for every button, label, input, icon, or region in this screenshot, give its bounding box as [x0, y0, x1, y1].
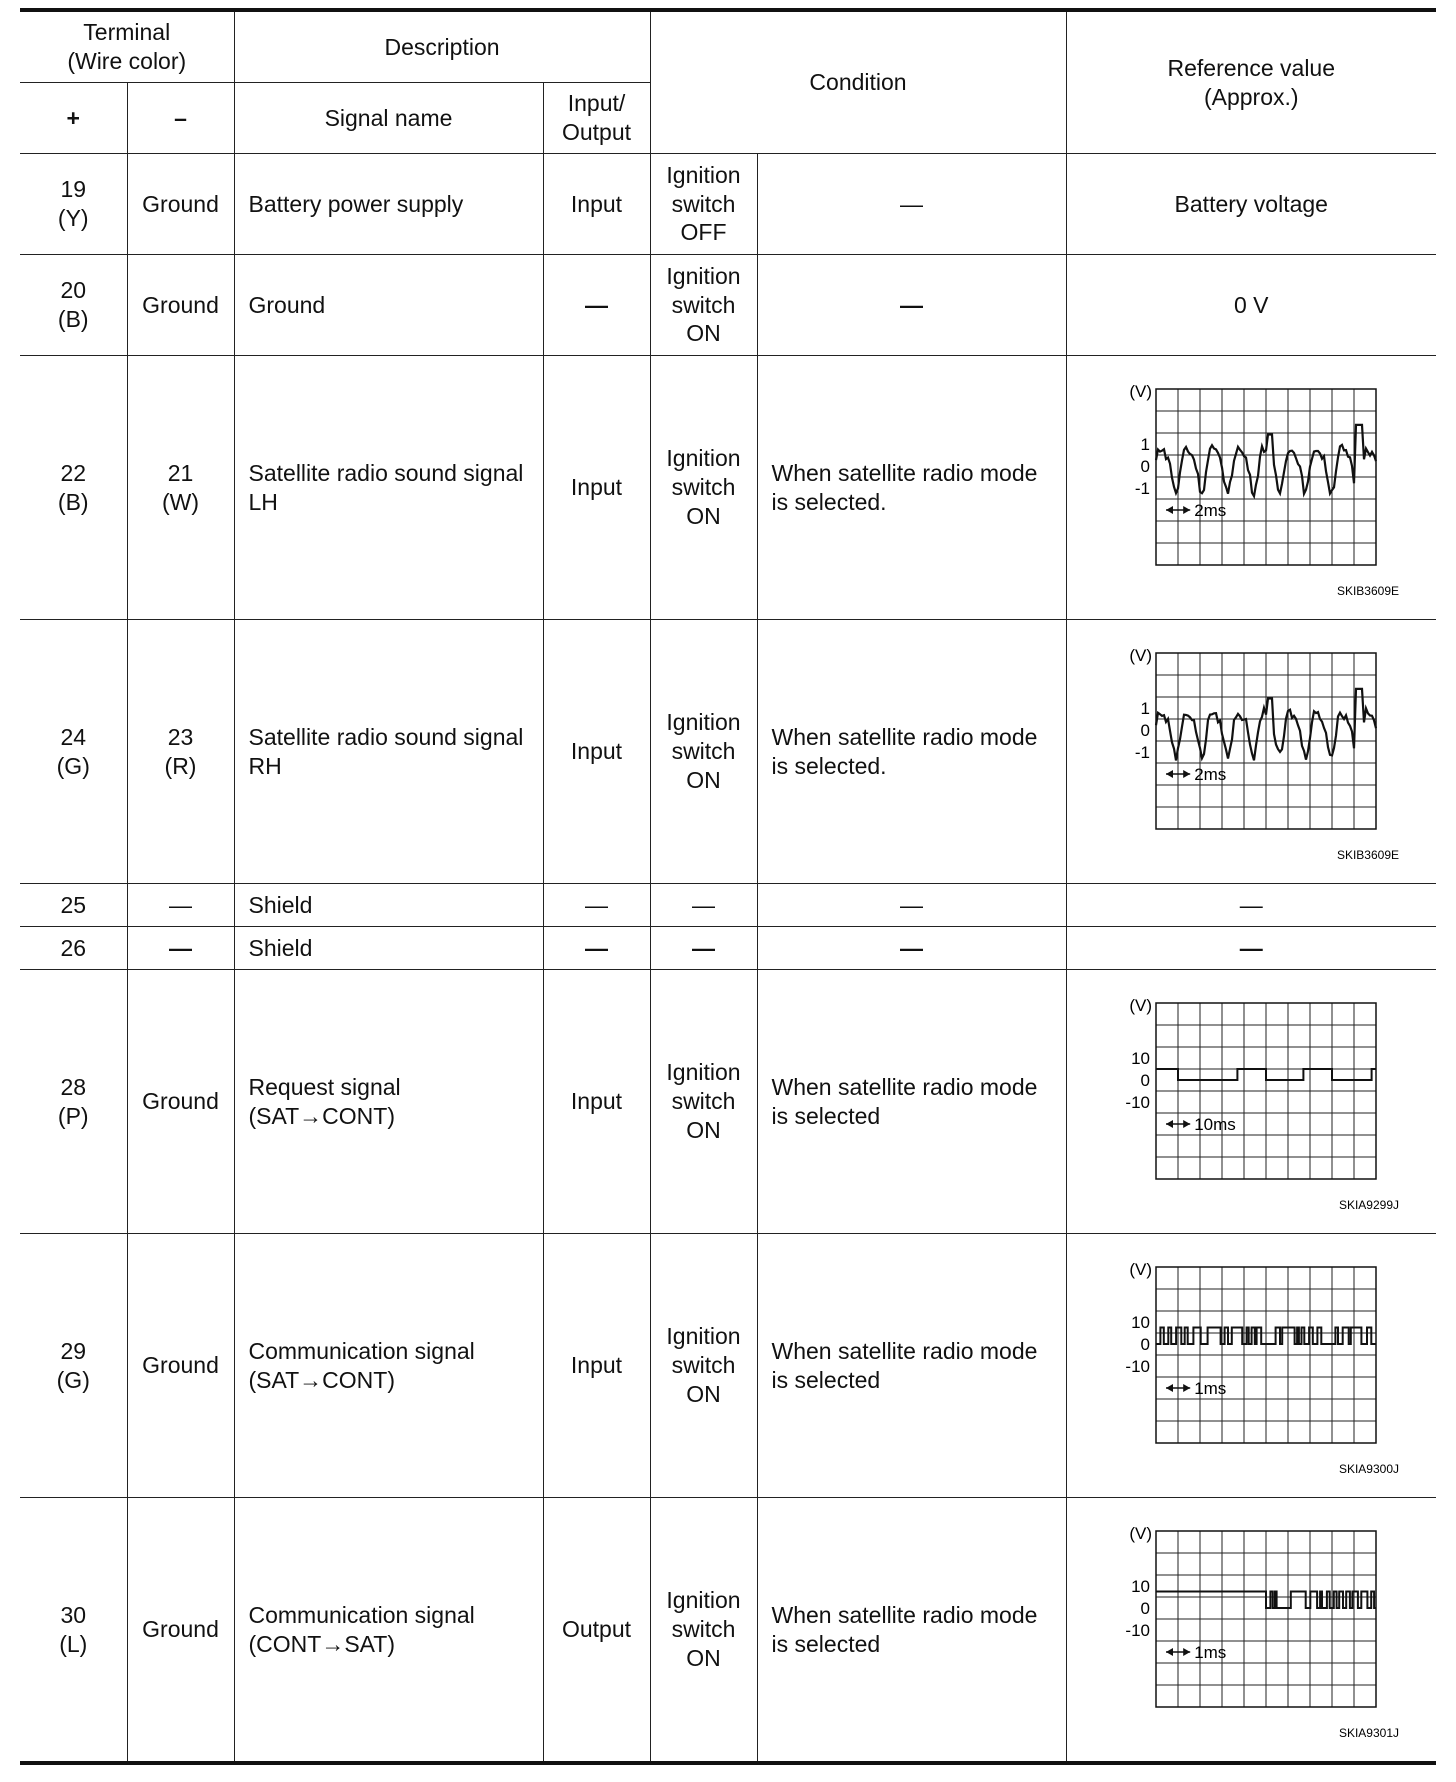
ignition-condition: Ignition switch ON [650, 970, 757, 1234]
table-row [20, 154, 1436, 255]
header-condition: Condition [650, 10, 1066, 154]
arrow-head-icon [1183, 1120, 1190, 1128]
terminal-minus: Ground [127, 970, 234, 1234]
oscilloscope-comm-cont-to-sat [1101, 1517, 1401, 1742]
y-tick-label: 10 [1131, 1313, 1151, 1332]
condition-detail: When satellite radio mode is selected. [757, 620, 1066, 884]
input-output: Input [543, 154, 650, 255]
input-output: Input [543, 356, 650, 620]
header-input-output: Input/ Output [543, 83, 650, 154]
arrow-head-icon [1166, 1120, 1173, 1128]
condition-detail: When satellite radio mode is selected [757, 970, 1066, 1234]
input-output: Input [543, 1234, 650, 1498]
figure-code: SKIA9299J [1339, 1198, 1400, 1212]
input-output: Output [543, 1498, 650, 1764]
ignition-condition: Ignition switch ON [650, 1498, 757, 1764]
reference-value: — [1066, 884, 1436, 927]
terminal-table [20, 8, 1436, 1765]
terminal-plus: 30 (L) [20, 1498, 127, 1764]
oscilloscope-comm-sat-to-cont [1101, 1253, 1401, 1478]
input-output: — [543, 927, 650, 970]
oscilloscope-request-signal [1101, 989, 1401, 1214]
figure-code: SKIA9300J [1339, 1462, 1400, 1476]
terminal-minus: — [127, 884, 234, 927]
table-row [20, 1498, 1436, 1764]
arrow-head-icon [1166, 1648, 1173, 1656]
oscilloscope-audio-lh [1101, 375, 1401, 600]
figure-code: SKIA9301J [1339, 1726, 1400, 1740]
terminal-plus: 26 [20, 927, 127, 970]
terminal-minus: Ground [127, 1234, 234, 1498]
ignition-condition: Ignition switch ON [650, 620, 757, 884]
y-tick-label: 1 [1140, 435, 1151, 454]
terminal-minus: 21 (W) [127, 356, 234, 620]
terminal-minus: Ground [127, 1498, 234, 1764]
axis-unit-label: (V) [1129, 382, 1153, 401]
input-output: Input [543, 970, 650, 1234]
terminal-plus: 24 (G) [20, 620, 127, 884]
axis-unit-label: (V) [1129, 646, 1153, 665]
y-tick-label: 10 [1131, 1049, 1151, 1068]
time-division-label: 1ms [1194, 1379, 1227, 1398]
reference-waveform-cell [1066, 620, 1436, 884]
terminal-plus: 19 (Y) [20, 154, 127, 255]
header-signal-name: Signal name [234, 83, 543, 154]
input-output: — [543, 255, 650, 356]
ignition-condition: Ignition switch OFF [650, 154, 757, 255]
reference-waveform-cell [1066, 356, 1436, 620]
signal-name: Shield [234, 927, 543, 970]
axis-unit-label: (V) [1129, 1260, 1153, 1279]
y-tick-label: 0 [1140, 1335, 1151, 1354]
terminal-minus: Ground [127, 255, 234, 356]
header-description: Description [234, 10, 650, 83]
reference-value: Battery voltage [1066, 154, 1436, 255]
reference-waveform-cell [1066, 970, 1436, 1234]
terminal-minus: Ground [127, 154, 234, 255]
arrow-head-icon [1183, 1384, 1190, 1392]
reference-value: — [1066, 927, 1436, 970]
arrow-head-icon [1183, 770, 1190, 778]
waveform-trace [1156, 1069, 1376, 1080]
arrow-head-icon [1166, 506, 1173, 514]
header-row-1 [20, 10, 1436, 83]
time-division-label: 2ms [1194, 765, 1227, 784]
y-tick-label: 0 [1140, 1071, 1151, 1090]
figure-code: SKIB3609E [1337, 848, 1400, 862]
table-row [20, 927, 1436, 970]
y-tick-label: -10 [1125, 1621, 1151, 1640]
reference-value: 0 V [1066, 255, 1436, 356]
arrow-head-icon [1183, 506, 1190, 514]
header-terminal: Terminal (Wire color) [20, 10, 234, 83]
arrow-head-icon [1166, 770, 1173, 778]
signal-name: Request signal (SAT→CONT) [234, 970, 543, 1234]
signal-name: Battery power supply [234, 154, 543, 255]
axis-unit-label: (V) [1129, 1524, 1153, 1543]
table-row [20, 970, 1436, 1234]
ignition-condition: — [650, 927, 757, 970]
y-tick-label: 10 [1131, 1577, 1151, 1596]
condition-detail: — [757, 884, 1066, 927]
y-tick-label: -1 [1135, 479, 1151, 498]
terminal-reference-sheet [20, 8, 1436, 1765]
waveform-trace [1156, 1592, 1376, 1609]
table-row [20, 255, 1436, 356]
terminal-plus: 22 (B) [20, 356, 127, 620]
signal-name: Communication signal (CONT→SAT) [234, 1498, 543, 1764]
terminal-minus: 23 (R) [127, 620, 234, 884]
time-division-label: 2ms [1194, 501, 1227, 520]
ignition-condition: Ignition switch ON [650, 255, 757, 356]
terminal-plus: 20 (B) [20, 255, 127, 356]
table-row [20, 620, 1436, 884]
y-tick-label: 0 [1140, 721, 1151, 740]
signal-name: Satellite radio sound signal LH [234, 356, 543, 620]
y-tick-label: 0 [1140, 1599, 1151, 1618]
header-plus: + [20, 83, 127, 154]
figure-code: SKIB3609E [1337, 584, 1400, 598]
header-reference-value: Reference value (Approx.) [1066, 10, 1436, 154]
y-tick-label: 0 [1140, 457, 1151, 476]
y-tick-label: 1 [1140, 699, 1151, 718]
ignition-condition: — [650, 884, 757, 927]
axis-unit-label: (V) [1129, 996, 1153, 1015]
input-output: — [543, 884, 650, 927]
terminal-plus: 25 [20, 884, 127, 927]
input-output: Input [543, 620, 650, 884]
y-tick-label: -10 [1125, 1357, 1151, 1376]
arrow-head-icon [1183, 1648, 1190, 1656]
y-tick-label: -10 [1125, 1093, 1151, 1112]
table-row [20, 356, 1436, 620]
time-division-label: 1ms [1194, 1643, 1227, 1662]
ignition-condition: Ignition switch ON [650, 356, 757, 620]
table-row [20, 884, 1436, 927]
terminal-plus: 28 (P) [20, 970, 127, 1234]
table-row [20, 1234, 1436, 1498]
signal-name: Ground [234, 255, 543, 356]
signal-name: Shield [234, 884, 543, 927]
reference-waveform-cell [1066, 1234, 1436, 1498]
signal-name: Satellite radio sound signal RH [234, 620, 543, 884]
oscilloscope-audio-rh [1101, 639, 1401, 864]
terminal-plus: 29 (G) [20, 1234, 127, 1498]
reference-waveform-cell [1066, 1498, 1436, 1764]
signal-name: Communication signal (SAT→CONT) [234, 1234, 543, 1498]
time-division-label: 10ms [1194, 1115, 1237, 1134]
condition-detail: — [757, 154, 1066, 255]
ignition-condition: Ignition switch ON [650, 1234, 757, 1498]
arrow-head-icon [1166, 1384, 1173, 1392]
terminal-minus: — [127, 927, 234, 970]
condition-detail: When satellite radio mode is selected [757, 1498, 1066, 1764]
condition-detail: — [757, 255, 1066, 356]
condition-detail: When satellite radio mode is selected [757, 1234, 1066, 1498]
condition-detail: When satellite radio mode is selected. [757, 356, 1066, 620]
y-tick-label: -1 [1135, 743, 1151, 762]
header-minus: – [127, 83, 234, 154]
condition-detail: — [757, 927, 1066, 970]
